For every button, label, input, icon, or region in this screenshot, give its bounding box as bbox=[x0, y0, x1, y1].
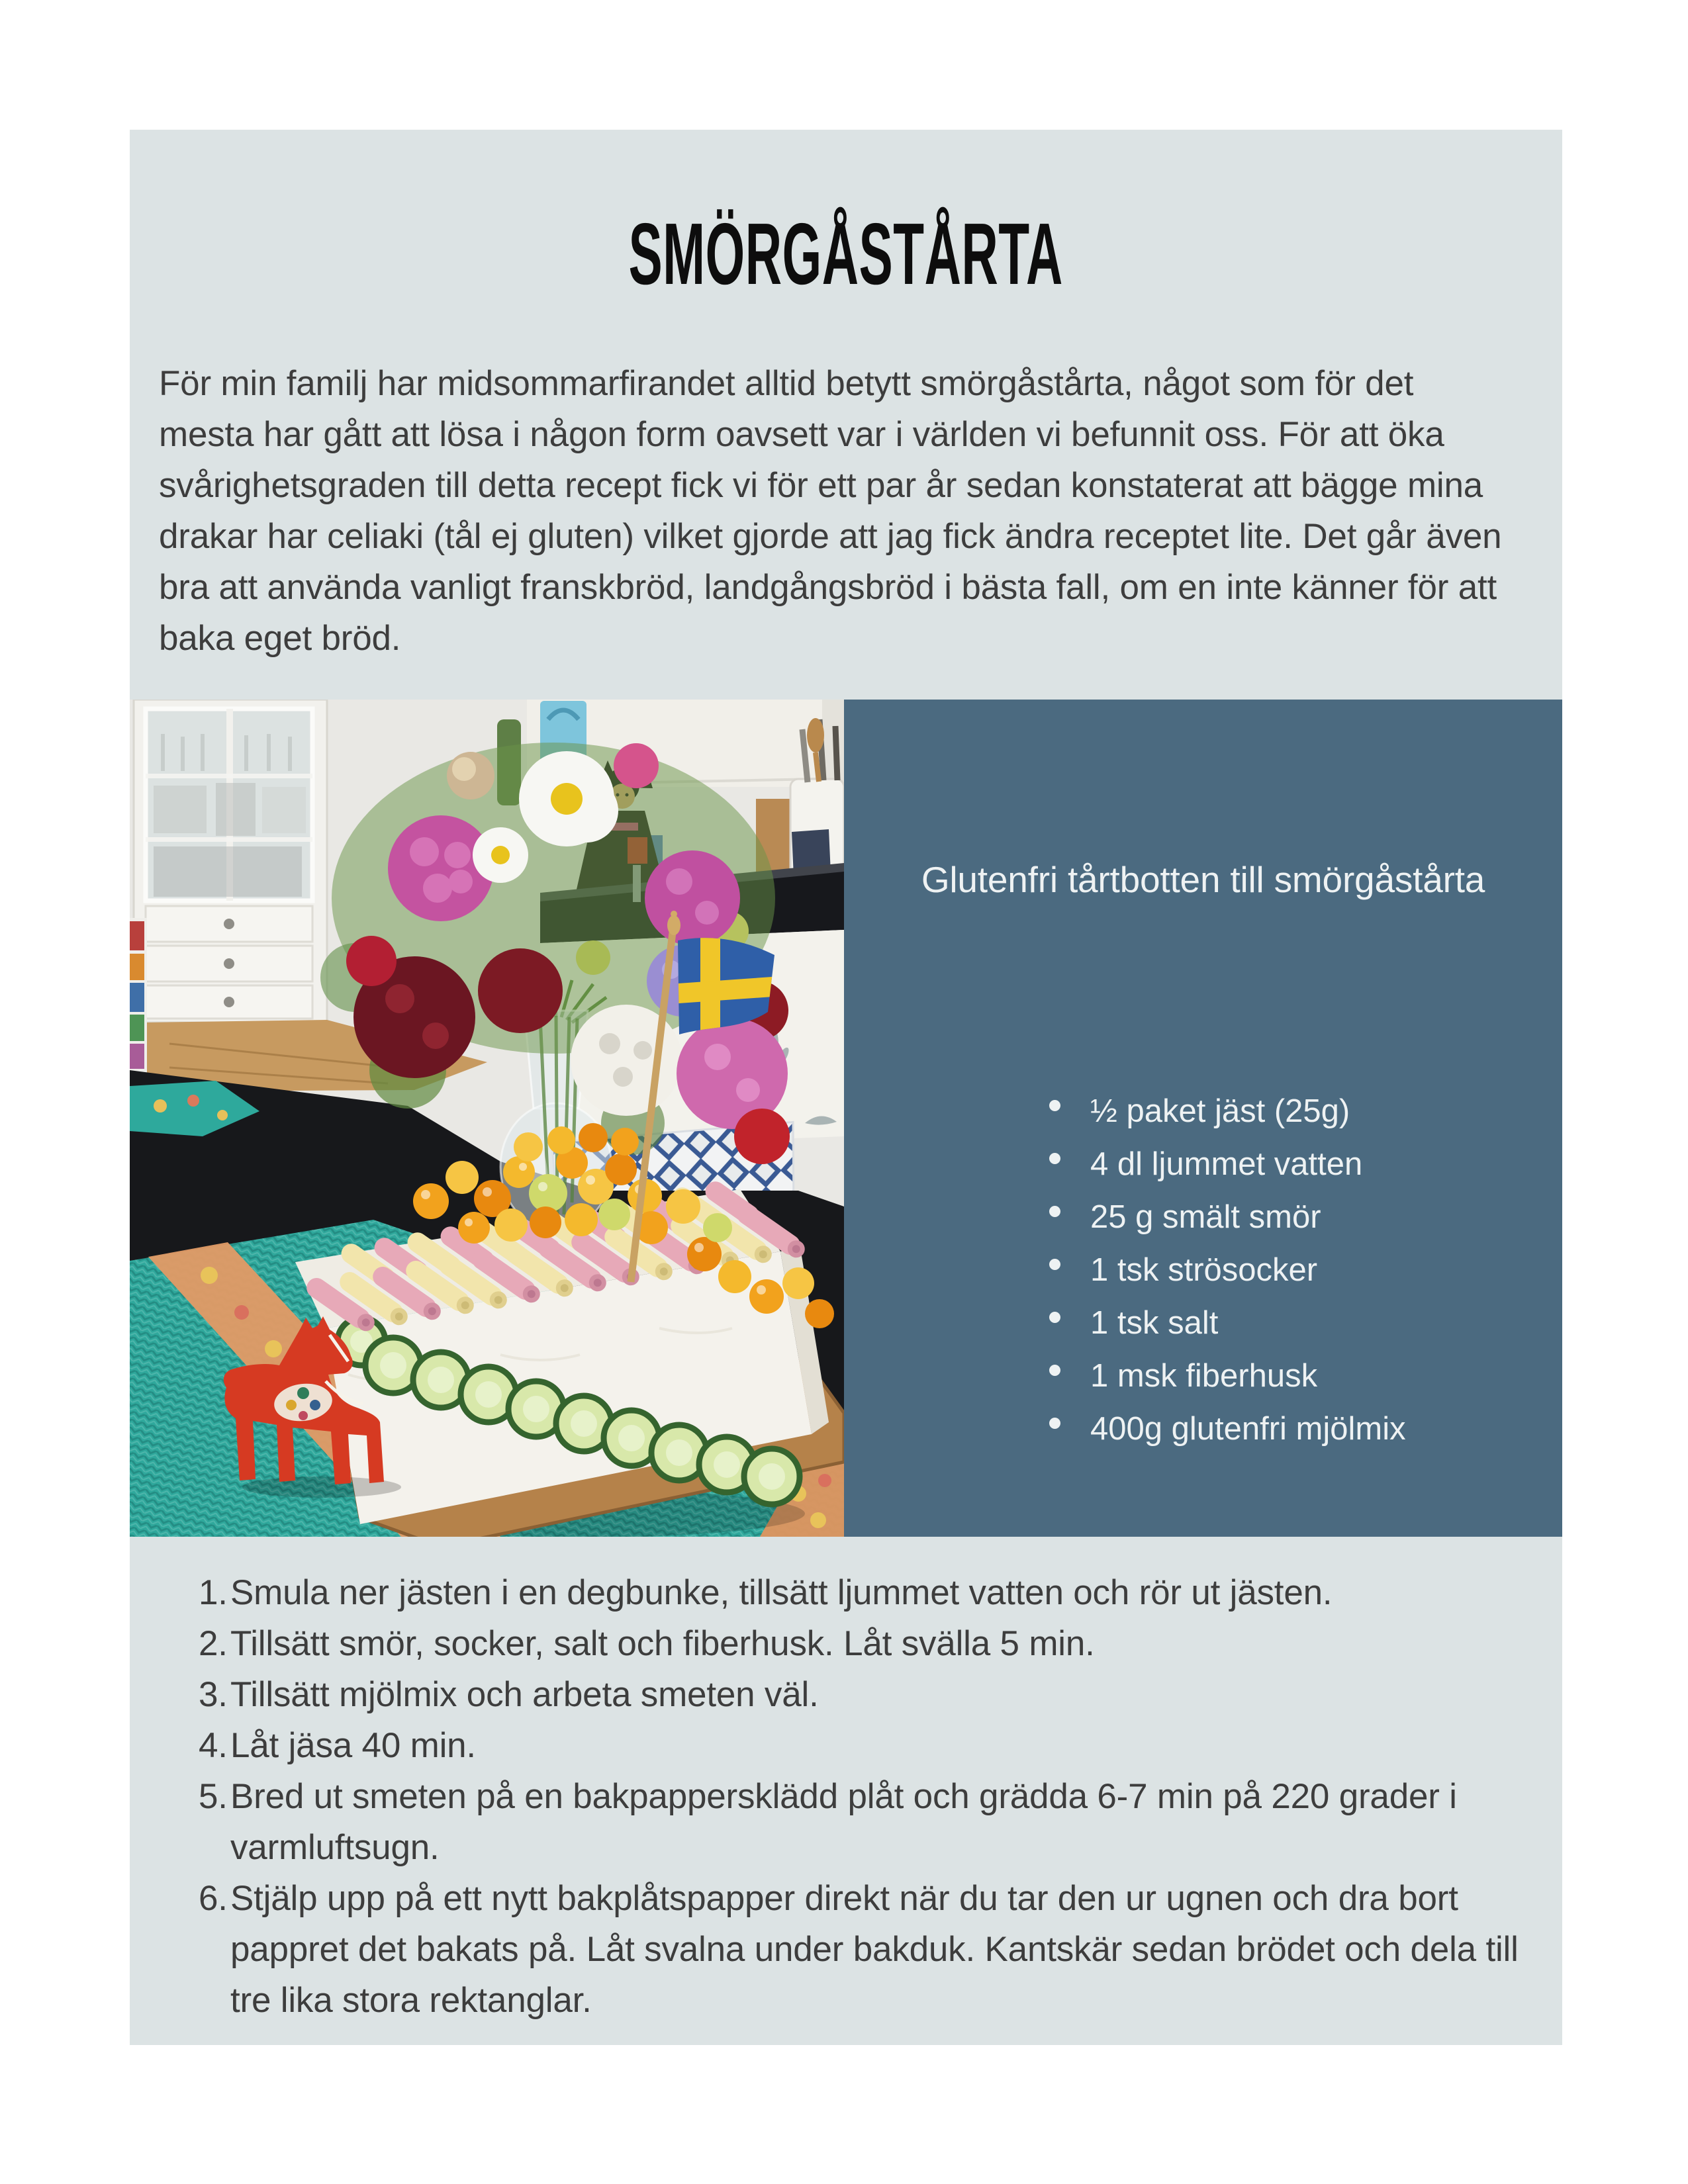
ingredient-item: 1 msk fiberhusk bbox=[1048, 1360, 1536, 1392]
step-item: Smula ner jästen i en degbunke, tillsätt ljummet vatten och rör ut jästen. bbox=[230, 1573, 1333, 1612]
step-item: Tillsätt smör, socker, salt och fiberhusk. Låt svälla 5 min. bbox=[230, 1624, 1095, 1663]
pink-rose bbox=[614, 743, 659, 788]
smorgastarta-photo bbox=[130, 700, 844, 1537]
step-item: Tillsätt mjölmix och arbeta smeten väl. bbox=[230, 1675, 819, 1714]
bookshelf bbox=[130, 918, 147, 1073]
wooden-spoon-icon bbox=[807, 718, 824, 752]
step-item: Bred ut smeten på en bakpappersklädd plåt och grädda 6-7 min på 220 grader i varmluftsugn. bbox=[230, 1777, 1457, 1867]
instructions-list bbox=[199, 1567, 1549, 2026]
step-item: Stjälp upp på ett nytt bakplåtspapper direkt när du tar den ur ugnen och dra bort pappret det bakats på. Låt svalna under bakduk. Kantskär sedan brödet och dela till tre lika stora rektanglar. bbox=[230, 1879, 1519, 2020]
ingredients-heading: Glutenfri tårtbotten till smörgåstårta bbox=[921, 859, 1485, 900]
step-item: Låt jäsa 40 min. bbox=[230, 1726, 476, 1765]
china-cabinet bbox=[134, 700, 327, 1023]
recipe-card bbox=[130, 130, 1562, 2045]
ingredient-item: 1 tsk strösocker bbox=[1048, 1254, 1536, 1287]
photo-illustration bbox=[130, 700, 844, 1537]
ingredient-item: 25 g smält smör bbox=[1048, 1201, 1536, 1234]
ingredients-list bbox=[1048, 1095, 1536, 1466]
ingredients-panel bbox=[844, 700, 1562, 1537]
ingredient-item: 4 dl ljummet vatten bbox=[1048, 1148, 1536, 1181]
ingredient-item: 1 tsk salt bbox=[1048, 1307, 1536, 1340]
page-title-text: SMÖRGÅSTÅRTA bbox=[628, 205, 1064, 302]
ingredient-item: 400g glutenfri mjölmix bbox=[1048, 1413, 1536, 1445]
page-title bbox=[130, 204, 1562, 304]
ingredient-item: ½ paket jäst (25g) bbox=[1048, 1095, 1536, 1128]
intro-paragraph: För min familj har midsommarfirandet alltid betytt smörgåstårta, något som för det mesta har gått att lösa i någon form oavsett var i världen vi befunnit oss. För att öka svårighetsgraden till detta recept fick vi för ett par år sedan konstaterat att bägge mina drakar har celiaki (tål ej gluten) vilket gjorde att jag fick ändra receptet lite. Det går även bra att använda vanligt franskbröd, landgångsbröd i bästa fall, om en inte känner för att baka eget bröd. bbox=[159, 364, 1502, 658]
